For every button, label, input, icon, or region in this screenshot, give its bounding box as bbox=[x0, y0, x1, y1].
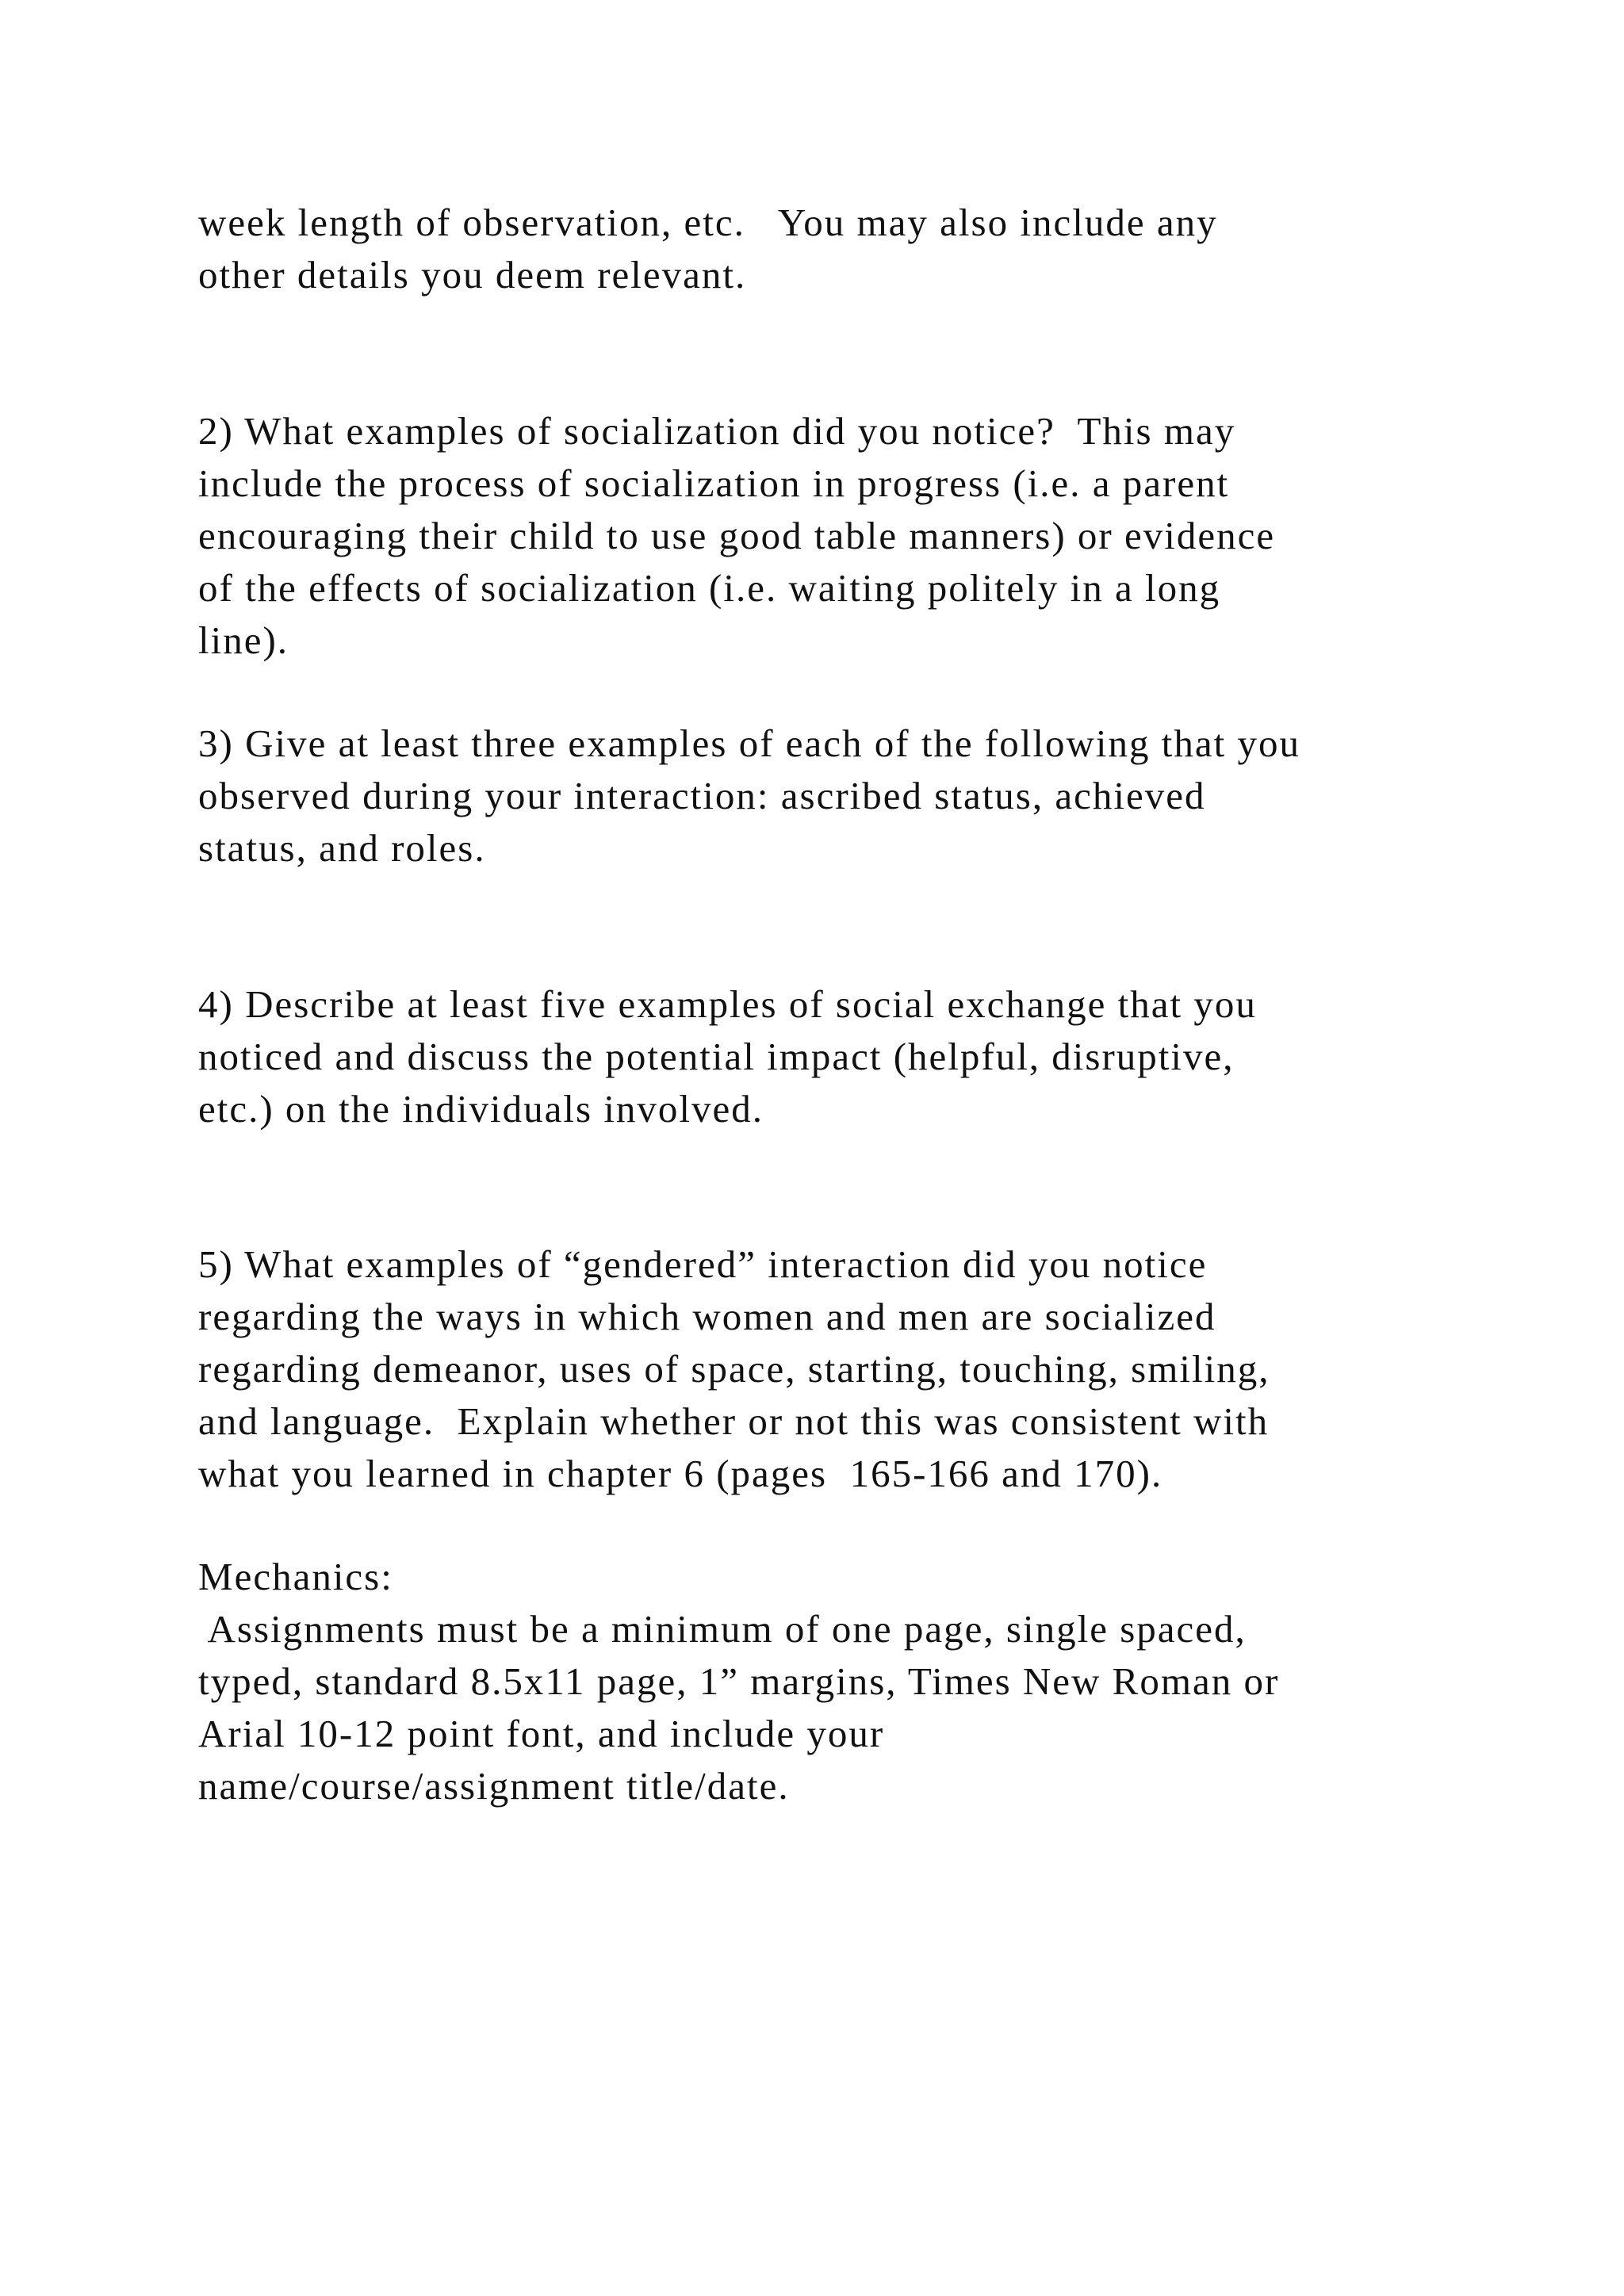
q2-line-4: of the effects of socialization (i.e. waiting politely in a long bbox=[198, 566, 1221, 610]
mechanics-section bbox=[198, 1551, 1546, 1812]
q4-line-3: etc.) on the individuals involved. bbox=[198, 1087, 764, 1131]
q2-line-3: encouraging their child to use good table manners) or evidence bbox=[198, 514, 1276, 557]
mechanics-line-4: name/course/assignment title/date. bbox=[198, 1764, 790, 1808]
mechanics-line-2: typed, standard 8.5x11 page, 1” margins, Times New Roman or bbox=[198, 1659, 1280, 1703]
intro-line-1: week length of observation, etc. You may also include any bbox=[198, 201, 1218, 244]
intro-line-2: other details you deem relevant. bbox=[198, 253, 747, 297]
mechanics-line-1: Assignments must be a minimum of one page, single spaced, bbox=[198, 1607, 1247, 1651]
q3-line-3: status, and roles. bbox=[198, 826, 486, 870]
q5-line-4: and language. Explain whether or not this was consistent with bbox=[198, 1399, 1270, 1443]
mechanics-line-3: Arial 10-12 point font, and include your bbox=[198, 1712, 885, 1755]
q2-line-5: line). bbox=[198, 618, 289, 662]
question-3-paragraph bbox=[198, 718, 1546, 874]
mechanics-heading: Mechanics: bbox=[198, 1555, 393, 1598]
q4-line-2: noticed and discuss the potential impact (helpful, disruptive, bbox=[198, 1035, 1235, 1078]
q3-line-2: observed during your interaction: ascribed status, achieved bbox=[198, 774, 1206, 817]
q3-line-1: 3) Give at least three examples of each of the following that you bbox=[198, 721, 1300, 765]
q5-line-2: regarding the ways in which women and men are socialized bbox=[198, 1295, 1216, 1338]
q4-line-1: 4) Describe at least five examples of social exchange that you bbox=[198, 982, 1257, 1026]
q5-line-3: regarding demeanor, uses of space, starting, touching, smiling, bbox=[198, 1347, 1270, 1391]
q5-line-1: 5) What examples of “gendered” interaction did you notice bbox=[198, 1242, 1208, 1286]
intro-paragraph bbox=[198, 197, 1546, 301]
question-2-paragraph bbox=[198, 405, 1546, 667]
q5-line-5: what you learned in chapter 6 (pages 165-166 and 170). bbox=[198, 1452, 1163, 1495]
question-4-paragraph bbox=[198, 978, 1546, 1135]
question-5-paragraph bbox=[198, 1238, 1546, 1500]
q2-line-2: include the process of socialization in progress (i.e. a parent bbox=[198, 461, 1230, 505]
q2-line-1: 2) What examples of socialization did you notice? This may bbox=[198, 409, 1236, 453]
